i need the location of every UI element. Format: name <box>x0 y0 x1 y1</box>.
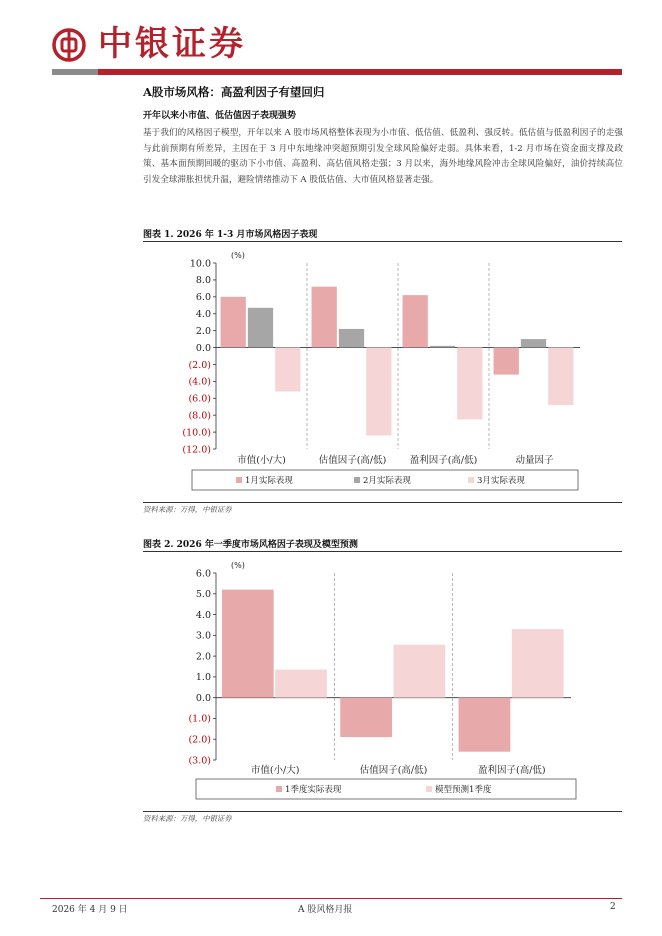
fig1-unit-label: (%) <box>231 251 245 260</box>
footer-date: 2026 年 4 月 9 日 <box>52 905 128 915</box>
fig2-bar <box>394 645 446 698</box>
fig2-y-tick-label: (1.0) <box>188 713 211 725</box>
fig2-legend-label: 1季度实际表现 <box>285 785 342 795</box>
fig1-category-label: 盈利因子(高/低) <box>409 455 478 466</box>
fig1-bar <box>403 295 428 347</box>
fig2-bar <box>512 629 564 698</box>
body-paragraph: 基于我们的风格因子模型，开年以来 A 股市场风格整体表现为小市值、低估值、低盈利、强反转。低估值与低盈利因子的走强与此前预期有所差异，主因在于 3 月中东地缘冲突超预期引发全球风险偏好走弱。具体来看，1-2 月市场在资金面支撑及政策、基本面预期回暖的驱动下小市值、高盈利、高估值风格走强；3 月以来，海外地缘风险冲击全球风险偏好，油价持续高位引发全球滞胀担忧升温，避险情绪推动下 A 股低估值、大市值风格显著走强。 <box>143 128 623 185</box>
fig2-y-tick-label: 0.0 <box>195 692 211 704</box>
figure1-source: 资料来源：万得，中银证券 <box>143 505 232 514</box>
header-rule-red <box>98 69 622 75</box>
fig1-y-tick-label: (10.0) <box>182 427 211 439</box>
fig1-bar <box>457 348 482 420</box>
fig1-legend-label: 2月实际表现 <box>363 476 411 486</box>
figure1-chart <box>143 242 622 501</box>
fig1-bar <box>339 329 364 348</box>
fig2-category-label: 盈利因子(高/低) <box>478 765 546 776</box>
fig1-y-tick-label: (6.0) <box>188 393 211 405</box>
fig1-y-tick-label: 0.0 <box>195 342 211 354</box>
figure2-bottom-rule <box>143 811 622 812</box>
figure2-source: 资料来源：万得，中银证券 <box>143 814 232 823</box>
fig2-category-label: 市值(小/大) <box>250 765 300 776</box>
header-rule-gray <box>52 69 98 75</box>
fig1-bar <box>548 348 573 405</box>
fig1-bar <box>366 348 391 436</box>
fig2-bar <box>459 698 511 752</box>
fig2-legend-swatch <box>426 786 432 792</box>
fig1-legend-swatch <box>468 477 474 483</box>
page-header <box>0 0 662 80</box>
fig1-y-tick-label: (12.0) <box>182 444 211 456</box>
fig1-bar <box>430 346 455 348</box>
fig2-y-tick-label: 5.0 <box>195 589 211 601</box>
fig2-y-tick-label: (3.0) <box>188 755 211 767</box>
fig1-category-label: 估值因子(高/低) <box>318 455 387 466</box>
fig2-y-tick-label: 4.0 <box>195 609 211 621</box>
fig1-bar <box>494 348 519 375</box>
bank-of-china-logo-icon <box>52 28 86 62</box>
fig1-bar <box>275 348 300 392</box>
fig2-bar <box>275 670 327 698</box>
fig2-category-label: 估值因子(高/低) <box>359 765 428 776</box>
fig1-bar <box>312 287 337 348</box>
fig2-bar <box>222 590 274 698</box>
fig1-y-tick-label: 8.0 <box>195 275 211 287</box>
fig1-legend-label: 3月实际表现 <box>477 476 525 486</box>
section-subtitle: 开年以来小市值、低估值因子表现强势 <box>143 111 297 121</box>
footer-rule <box>40 898 622 899</box>
fig2-y-tick-label: (2.0) <box>188 734 211 746</box>
figure1-bottom-rule <box>143 502 622 503</box>
footer-report-name: A 股风格月报 <box>298 905 353 915</box>
fig1-bar <box>221 297 246 348</box>
fig1-legend-label: 1月实际表现 <box>245 476 293 486</box>
fig2-legend-label: 模型预测1季度 <box>435 785 492 795</box>
fig1-category-label: 市值(小/大) <box>237 455 286 466</box>
fig1-category-label: 动量因子 <box>515 455 554 466</box>
fig2-bar <box>340 698 392 737</box>
figure1-title: 图表 1. 2026 年 1-3 月市场风格因子表现 <box>143 230 318 240</box>
section-title: A股市场风格：高盈利因子有望回归 <box>143 85 325 99</box>
fig1-y-tick-label: (4.0) <box>188 376 211 388</box>
fig1-y-tick-label: 6.0 <box>195 292 211 304</box>
fig2-y-tick-label: 6.0 <box>195 568 211 580</box>
figure2-title: 图表 2. 2026 年一季度市场风格因子表现及模型预测 <box>143 540 358 550</box>
fig1-bar <box>521 339 546 347</box>
figure2-chart <box>143 552 622 810</box>
fig2-y-tick-label: 1.0 <box>195 672 211 684</box>
fig2-legend-box <box>196 779 576 799</box>
fig1-y-tick-label: (8.0) <box>188 410 211 422</box>
fig1-y-tick-label: 2.0 <box>195 325 211 337</box>
fig2-y-tick-label: 2.0 <box>195 651 211 663</box>
fig1-y-tick-label: 4.0 <box>195 309 211 321</box>
fig1-y-tick-label: 10.0 <box>189 258 211 270</box>
fig1-bar <box>248 308 273 348</box>
fig1-y-tick-label: (2.0) <box>188 359 211 371</box>
fig1-legend-swatch <box>354 477 360 483</box>
fig2-y-tick-label: 3.0 <box>195 630 211 642</box>
footer-page-number: 2 <box>610 902 616 912</box>
fig1-legend-swatch <box>236 477 242 483</box>
fig2-legend-swatch <box>276 786 282 792</box>
fig2-unit-label: (%) <box>231 561 245 570</box>
brand-name: 中银证券 <box>98 24 246 64</box>
